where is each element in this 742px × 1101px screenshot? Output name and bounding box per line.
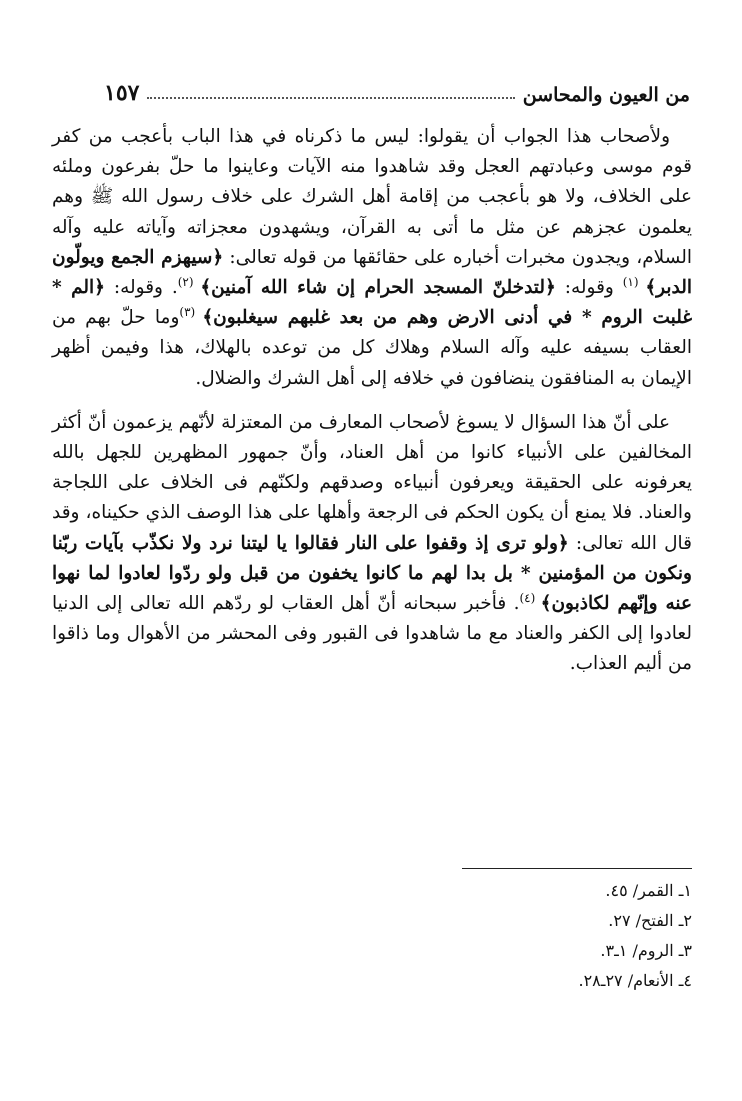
running-title: من العيون والمحاسن: [522, 84, 690, 106]
body-text-run: . فأخبر سبحانه أنّ أهل العقاب لو ردّهم الله تعالى إلى الدنيا لعادوا إلى الكفر والعناد مع ما شاهدوا فى القبور وفى المحشر من الأهوال وما ذاقوا من أليم العذاب.: [52, 593, 692, 675]
footnote-reference: (١): [622, 274, 646, 289]
body-text-run: على أنّ هذا السؤال لا يسوغ لأصحاب المعارف من المعتزلة لأنّهم يزعمون أنّ أكثر المخالفين على الأنبياء كانوا من أهل العناد، وأنّ جمهور المظهرين للجهل بالله يعرفونه على الحقيقة ويعرفون أنبياءه وصدقهم ولكنّهم فى الخلاف على اللجاجة والعناد. فلا يمنع أن يكون الحكم فى الرجعة وأهلها على هذا الوصف الذي حكيناه، وقد قال الله تعالى:: [52, 411, 692, 554]
page-header: [104, 72, 690, 106]
paragraph-2: [52, 408, 692, 680]
quran-quote: ﴿الم * غلبت الروم * في أدنى الارض وهم من بعد غلبهم سيغلبون﴾: [52, 277, 692, 329]
footnote-separator: [462, 868, 692, 869]
quran-quote: ﴿ولو ترى إذ وقفوا على النار فقالوا يا ليتنا نرد ولا نكذّب بآيات ربّنا ونكون من المؤمنين * بل بدا لهم ما كانوا يخفون من قبل ولو ردّوا لعادوا لما نهوا عنه وإنّهم لكاذبون﴾: [52, 532, 692, 615]
footnote-reference: (٢): [177, 274, 201, 289]
quran-quote: ﴿سيهزم الجمع ويولّون الدبر﴾: [52, 246, 692, 299]
paragraph-1: [52, 122, 692, 394]
footnote-4: ٤ـ الأنعام/ ٢٧ـ٢٨.: [578, 971, 692, 990]
page-number: ١٥٧: [104, 80, 140, 106]
footnote-reference: (٤): [519, 590, 541, 605]
footnote-2: ٢ـ الفتح/ ٢٧.: [608, 911, 692, 930]
footnotes: [292, 876, 692, 996]
quran-quote: ﴿لتدخلنّ المسجد الحرام إن شاء الله آمنين﴾: [200, 277, 556, 299]
footnote-1: ١ـ القمر/ ٤٥.: [605, 881, 692, 900]
body-text-run: ولأصحاب هذا الجواب أن يقولوا: ليس ما ذكرناه في هذا الباب بأعجب من كفر قوم موسى وعبادتهم العجل وقد شاهدوا منه الآيات وعاينوا ما حلّ بفرعون وملئه على الخلاف، ولا هو بأعجب من إقامة أهل الشرك على خلاف رسول الله ﷺ وهم يعلمون عجزهم عن مثل ما أتى به القرآن، ويشهدون معجزاته وآياته عليه وآله السلام، ويجدون مخبرات أخباره على حقائقها من قوله تعالى:: [52, 126, 692, 268]
header-dotted-leader: [147, 97, 514, 99]
body-text-run: . وقوله:: [105, 277, 178, 299]
body-text: [52, 122, 692, 680]
footnote-3: ٣ـ الروم/ ١ـ٣.: [600, 941, 692, 960]
body-text-run: وما حلّ بهم من العقاب بسيفه عليه وآله السلام وهلاك كل من توعده بالهلاك، هذا وفيمن أظهر الإيمان به المنافقون ينضافون في خلافه إلى أهل الشرك والضلال.: [52, 307, 692, 389]
body-text-run: وقوله:: [555, 277, 623, 299]
footnote-reference: (٣): [179, 305, 203, 320]
